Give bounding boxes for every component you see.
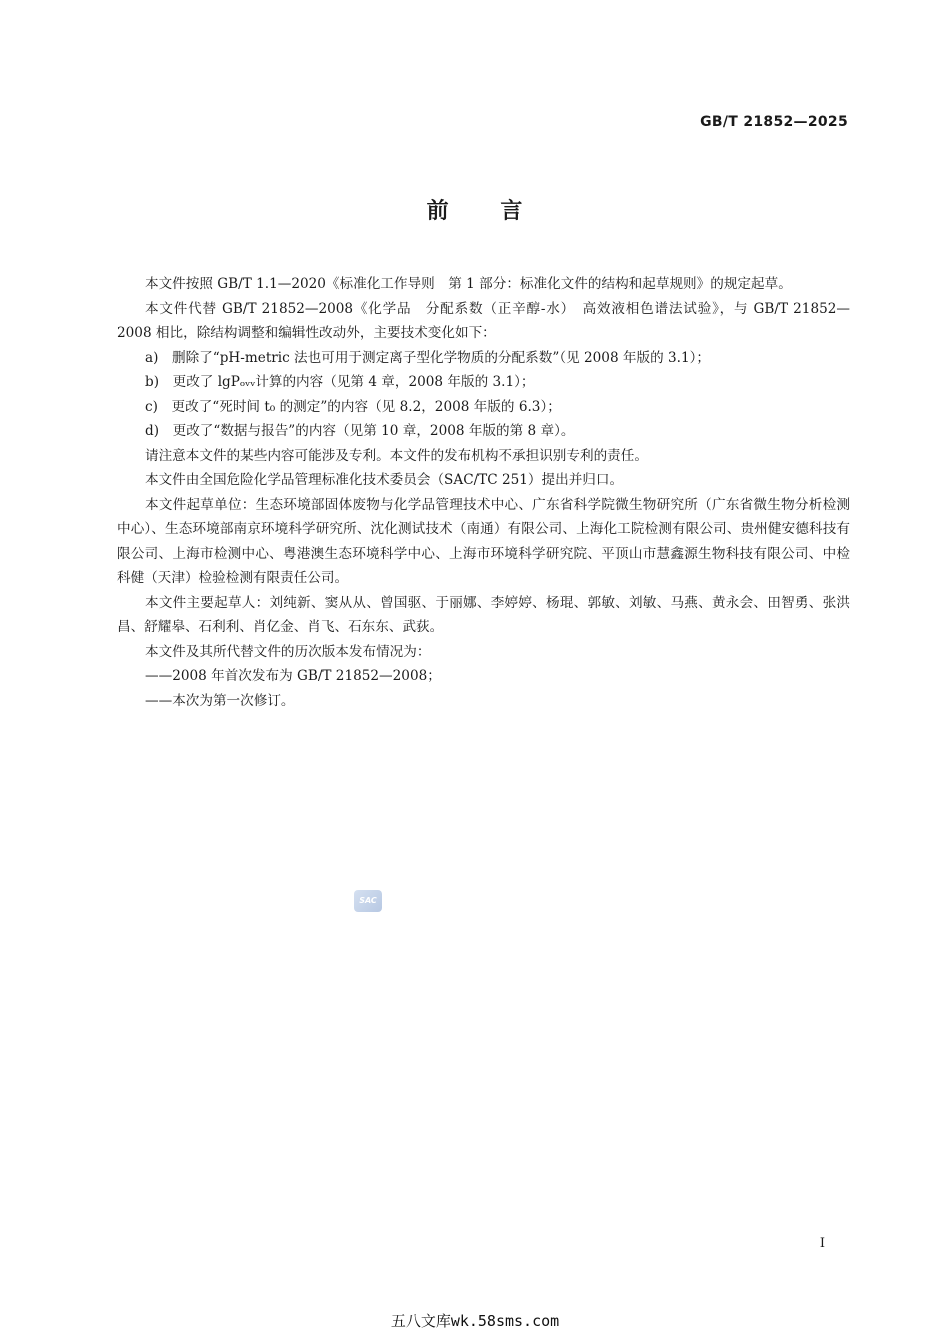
change-item-d: d) 更改了“数据与报告”的内容（见第 10 章，2008 年版的第 8 章）。 — [145, 423, 575, 439]
paragraph-drafters: 本文件主要起草人：刘纯新、窦从从、曾国驱、于丽娜、李婷婷、杨琨、郭敏、刘敏、马燕、黄永会、田智勇、张洪昌、舒耀皋、石利利、肖亿金、肖飞、石东东、武荻。 — [117, 594, 850, 635]
foreword-body — [117, 272, 850, 713]
version-history-item: ——2008 年首次发布为 GB/T 21852—2008； — [145, 668, 441, 684]
sac-logo-watermark: SAC — [354, 890, 382, 912]
version-history-item: ——本次为第一次修订。 — [145, 692, 295, 709]
paragraph-proposer: 本文件由全国危险化学品管理标准化技术委员会（SAC/TC 251）提出并归口。 — [145, 472, 624, 488]
paragraph-drafting-rules: 本文件按照 GB/T 1.1—2020《标准化工作导则 第 1 部分：标准化文件的结构和起草规则》的规定起草。 — [145, 276, 792, 292]
change-item-b: b) 更改了 lgPₒᵥᵥ计算的内容（见第 4 章，2008 年版的 3.1）； — [145, 374, 535, 390]
change-item-c: c) 更改了“死时间 t₀ 的测定”的内容（见 8.2，2008 年版的 6.3）； — [145, 398, 561, 415]
page-number: I — [819, 1236, 825, 1251]
paragraph-replacement: 本文件代替 GB/T 21852—2008《化学品 分配系数（正辛醇-水） 高效液相色谱法试验》，与 GB/T 21852—2008 相比，除结构调整和编辑性改动外，主要技术变化如下： — [117, 300, 850, 341]
standard-number: GB/T 21852—2025 — [700, 114, 848, 130]
change-item-a: a) 删除了“pH-metric 法也可用于测定离子型化学物质的分配系数”（见 2008 年版的 3.1）； — [145, 349, 711, 366]
page-title: 前 言 — [426, 199, 524, 224]
paragraph-version-history: 本文件及其所代替文件的历次版本发布情况为： — [145, 643, 431, 660]
paragraph-patent-notice: 请注意本文件的某些内容可能涉及专利。本文件的发布机构不承担识别专利的责任。 — [145, 447, 648, 464]
footer-source-text: 五八文库wk.58sms.com — [390, 1312, 560, 1330]
paragraph-drafting-units: 本文件起草单位：生态环境部固体废物与化学品管理技术中心、广东省科学院微生物研究所（广东省微生物分析检测中心）、生态环境部南京环境科学研究所、沈化测试技术（南通）有限公司、上海化工院检测有限公司、贵州健安德科技有限公司、上海市检测中心、粤港澳生态环境科学中心、上海市环境科学研究院、平顶山市慧鑫源生物科技有限公司、中检科健（天津）检验检测有限责任公司。 — [117, 496, 850, 586]
